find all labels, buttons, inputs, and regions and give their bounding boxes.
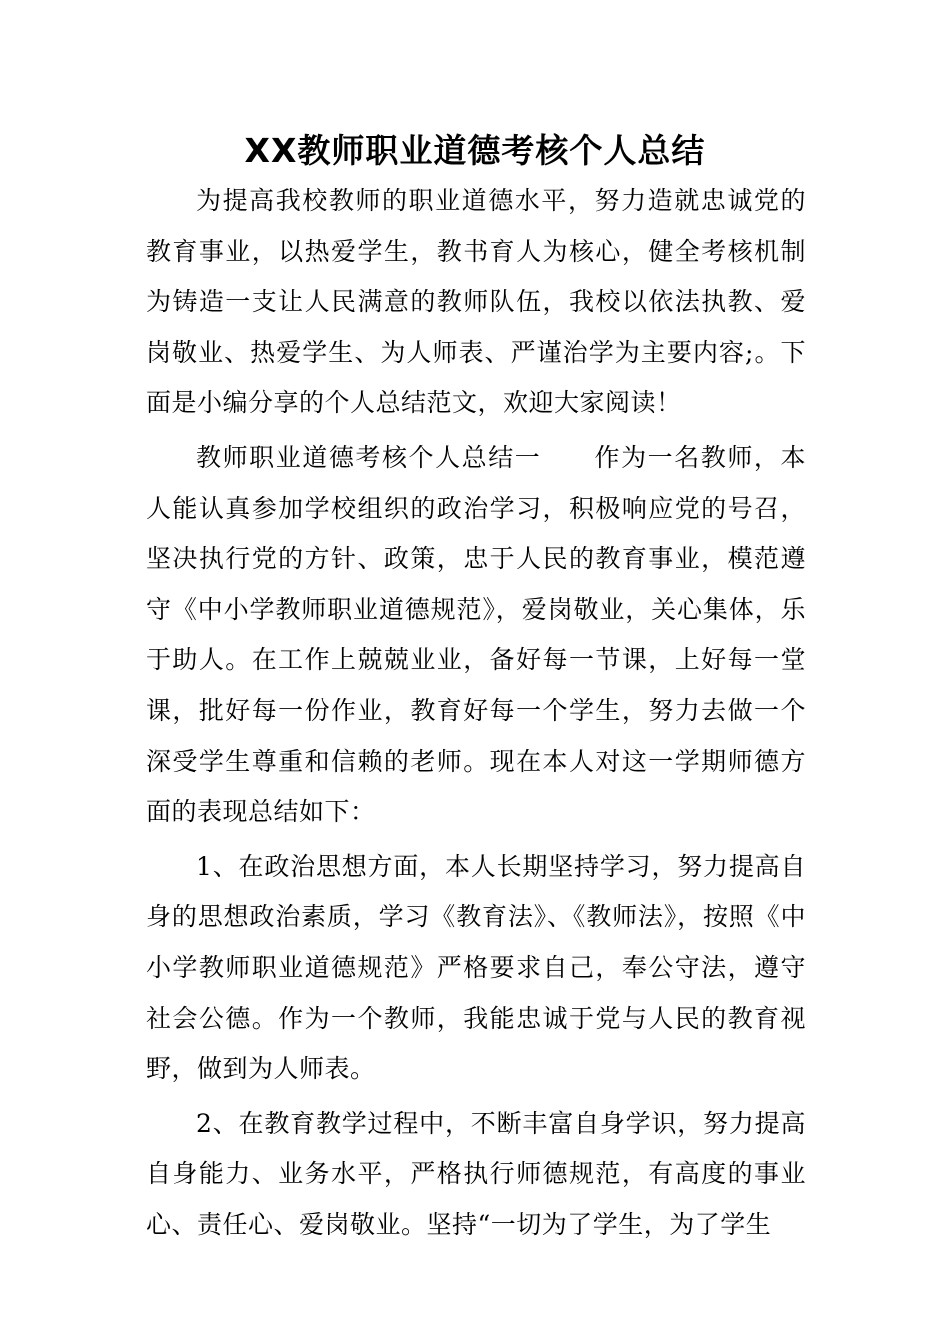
paragraph-intro: 为提高我校教师的职业道德水平，努力造就忠诚党的教育事业，以热爱学生，教书育人为核心，健全考核机制为铸造一支让人民满意的教师队伍，我校以依法执教、爱岗敬业、热爱学生、为人师表、严谨治学为主要内容;。下面是小编分享的个人总结范文，欢迎大家阅读！ xyxy=(146,186,806,418)
document-body xyxy=(146,176,806,1250)
paragraph-point-two: 2、在教育教学过程中，不断丰富自身学识，努力提高自身能力、业务水平，严格执行师德规范，有高度的事业心、责任心、爱岗敬业。坚持“一切为了学生，为了学生 xyxy=(146,1108,806,1239)
document-title: XX教师职业道德考核个人总结 xyxy=(244,131,706,170)
paragraph-summary-one: 教师职业道德考核个人总结一 作为一名教师，本人能认真参加学校组织的政治学习，积极响应党的号召，坚决执行党的方针、政策，忠于人民的教育事业，模范遵守《中小学教师职业道德规范》，爱岗敬业，关心集体，乐于助人。在工作上兢兢业业，备好每一节课，上好每一堂课，批好每一份作业，教育好每一个学生，努力去做一个深受学生尊重和信赖的老师。现在本人对这一学期师德方面的表现总结如下： xyxy=(146,442,806,827)
paragraph-point-one: 1、在政治思想方面，本人长期坚持学习，努力提高自身的思想政治素质，学习《教育法》、《教师法》，按照《中小学教师职业道德规范》严格要求自己，奉公守法，遵守社会公德。作为一个教师，我能忠诚于党与人民的教育视野，做到为人师表。 xyxy=(146,851,806,1084)
